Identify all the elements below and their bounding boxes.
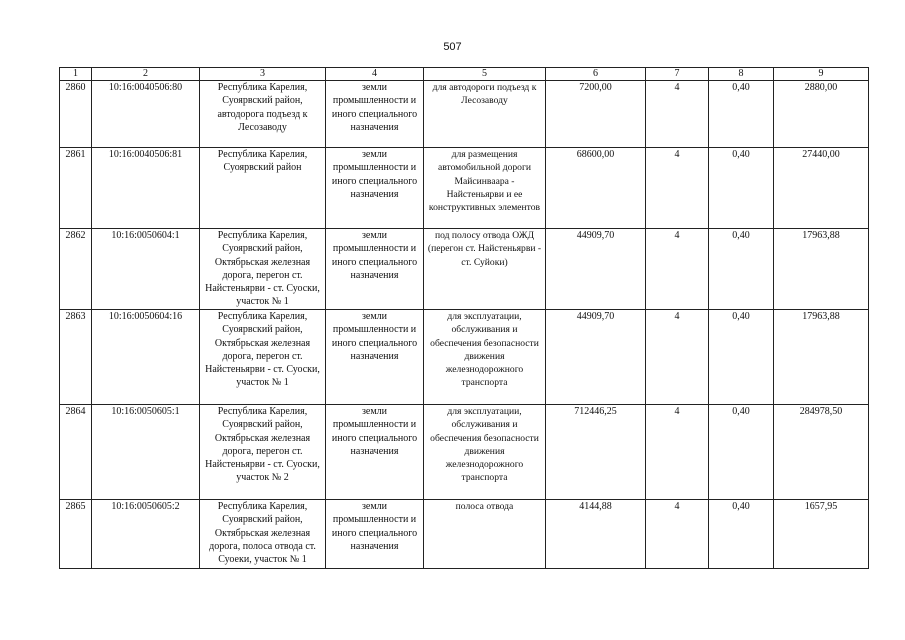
column-header: 9 (774, 68, 869, 81)
column-7-cell: 4 (646, 148, 709, 229)
column-7-cell: 4 (646, 500, 709, 569)
address-cell: Республика Карелия, Суоярвский район, Октябрьская железная дорога, перегон ст. Найстеньярви - ст. Суоски, участок № 2 (200, 405, 326, 500)
row-number-cell: 2861 (60, 148, 92, 229)
rate-cell: 0,40 (709, 310, 774, 405)
amount-cell: 17963,88 (774, 229, 869, 310)
land-category-cell: земли промышленности и иного специального назначения (326, 81, 424, 148)
area-cell: 7200,00 (546, 81, 646, 148)
permitted-use-cell: под полосу отвода ОЖД (перегон ст. Найстеньярви - ст. Суйоки) (424, 229, 546, 310)
cadastral-number-cell: 10:16:0050604:16 (92, 310, 200, 405)
address-cell: Республика Карелия, Суоярвский район, Октябрьская железная дорога, перегон ст. Найстеньярви - ст. Суоски, участок № 1 (200, 229, 326, 310)
table-row (60, 310, 869, 405)
table-header-row (60, 68, 869, 81)
permitted-use-cell: для эксплуатации, обслуживания и обеспечения безопасности движения железнодорожного транспорта (424, 310, 546, 405)
cadastral-number-cell: 10:16:0050605:1 (92, 405, 200, 500)
amount-cell: 17963,88 (774, 310, 869, 405)
address-cell: Республика Карелия, Суоярвский район, автодорога подъезд к Лесозаводу (200, 81, 326, 148)
rate-cell: 0,40 (709, 148, 774, 229)
area-cell: 712446,25 (546, 405, 646, 500)
cadastral-number-cell: 10:16:0040506:80 (92, 81, 200, 148)
area-cell: 68600,00 (546, 148, 646, 229)
cadastral-number-cell: 10:16:0050605:2 (92, 500, 200, 569)
land-category-cell: земли промышленности и иного специального назначения (326, 500, 424, 569)
column-header: 4 (326, 68, 424, 81)
column-7-cell: 4 (646, 310, 709, 405)
column-7-cell: 4 (646, 405, 709, 500)
rate-cell: 0,40 (709, 229, 774, 310)
table-row (60, 229, 869, 310)
page-number: 507 (443, 41, 462, 53)
land-category-cell: земли промышленности и иного специального назначения (326, 148, 424, 229)
column-header: 8 (709, 68, 774, 81)
column-header: 2 (92, 68, 200, 81)
row-number-cell: 2865 (60, 500, 92, 569)
row-number-cell: 2863 (60, 310, 92, 405)
area-cell: 44909,70 (546, 229, 646, 310)
land-registry-table (59, 67, 869, 569)
land-category-cell: земли промышленности и иного специального назначения (326, 310, 424, 405)
rate-cell: 0,40 (709, 81, 774, 148)
table-row (60, 405, 869, 500)
permitted-use-cell: для автодороги подъезд к Лесозаводу (424, 81, 546, 148)
permitted-use-cell: для размещения автомобильной дороги Майсинваара - Найстеньярви и ее конструктивных элементов (424, 148, 546, 229)
rate-cell: 0,40 (709, 500, 774, 569)
land-category-cell: земли промышленности и иного специального назначения (326, 229, 424, 310)
amount-cell: 2880,00 (774, 81, 869, 148)
row-number-cell: 2862 (60, 229, 92, 310)
column-header: 6 (546, 68, 646, 81)
cadastral-number-cell: 10:16:0040506:81 (92, 148, 200, 229)
column-header: 5 (424, 68, 546, 81)
cadastral-number-cell: 10:16:0050604:1 (92, 229, 200, 310)
area-cell: 44909,70 (546, 310, 646, 405)
table-row (60, 500, 869, 569)
column-7-cell: 4 (646, 229, 709, 310)
amount-cell: 1657,95 (774, 500, 869, 569)
column-header: 7 (646, 68, 709, 81)
column-header: 1 (60, 68, 92, 81)
address-cell: Республика Карелия, Суоярвский район (200, 148, 326, 229)
address-cell: Республика Карелия, Суоярвский район, Октябрьская железная дорога, полоса отвода ст. Суоеки, участок № 1 (200, 500, 326, 569)
table-row (60, 148, 869, 229)
row-number-cell: 2860 (60, 81, 92, 148)
table-row (60, 81, 869, 148)
rate-cell: 0,40 (709, 405, 774, 500)
column-header: 3 (200, 68, 326, 81)
row-number-cell: 2864 (60, 405, 92, 500)
area-cell: 4144,88 (546, 500, 646, 569)
permitted-use-cell: для эксплуатации, обслуживания и обеспечения безопасности движения железнодорожного транспорта (424, 405, 546, 500)
land-category-cell: земли промышленности и иного специального назначения (326, 405, 424, 500)
amount-cell: 284978,50 (774, 405, 869, 500)
amount-cell: 27440,00 (774, 148, 869, 229)
permitted-use-cell: полоса отвода (424, 500, 546, 569)
column-7-cell: 4 (646, 81, 709, 148)
address-cell: Республика Карелия, Суоярвский район, Октябрьская железная дорога, перегон ст. Найстеньярви - ст. Суоски, участок № 1 (200, 310, 326, 405)
